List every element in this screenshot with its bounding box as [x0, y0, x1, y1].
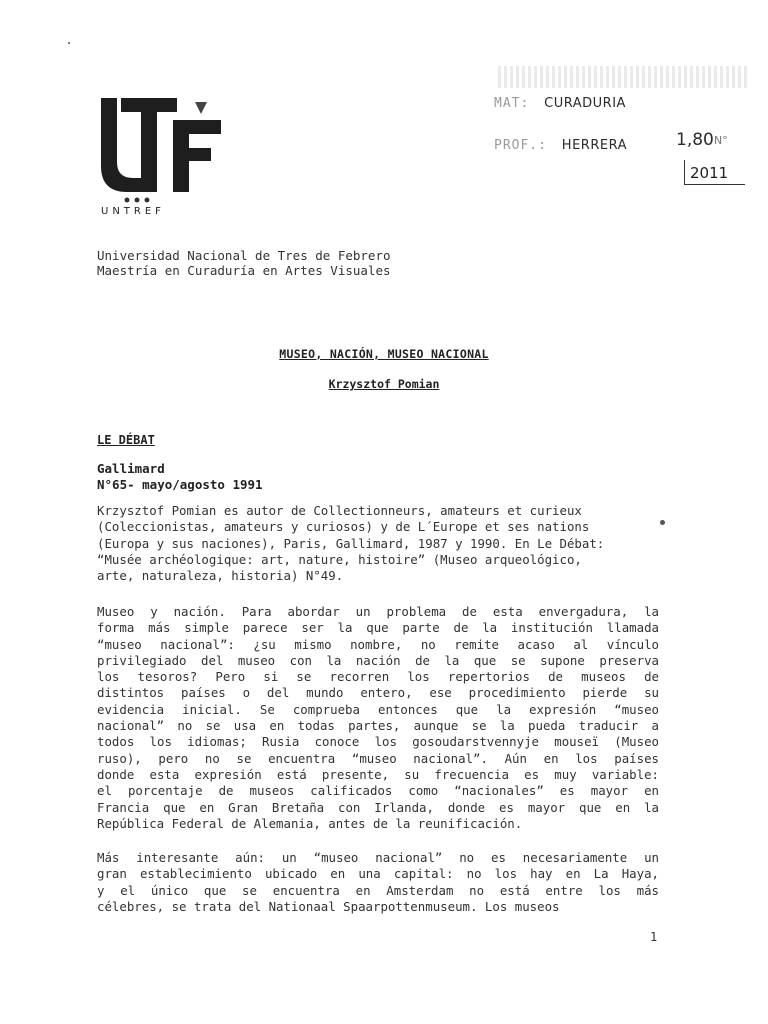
paragraph-line: y el único que se encuentra en Amsterdam no está entre los más [97, 882, 659, 898]
stamp-subject-row [494, 96, 626, 111]
publication-info [97, 461, 263, 493]
paragraph-line: evidencia inicial. Se comprueba entonces que la expresión “museo [97, 701, 659, 717]
bio-line: arte, naturaleza, historia) N°49. [97, 568, 344, 584]
body-paragraph-2 [97, 850, 659, 915]
paragraph-line: Más interesante aún: un “museo nacional” no es necesariamente un [97, 850, 659, 865]
paragraph-line: Museo y nación. Para abordar un problema de esta envergadura, la [97, 604, 659, 619]
paragraph-line: el porcentaje de museos calificados como “nacionales” es mayor en [97, 783, 659, 799]
scan-speck [68, 42, 70, 44]
paragraph-line: los tesoros? Pero si se recorren los repertorios de museos de [97, 669, 659, 685]
article-title-text: MUSEO, NACIÓN, MUSEO NACIONAL [279, 347, 489, 361]
scan-speck [660, 520, 665, 525]
untref-logo [95, 92, 235, 222]
bio-line: (Coleccionistas, amateurs y curiosos) y de L´Europe et ses nations [97, 519, 590, 535]
untref-logo-text: UNTREF [101, 206, 165, 217]
institution-block [97, 248, 391, 278]
body-paragraph-1 [97, 604, 659, 832]
paragraph-line: donde esta expresión está presente, su frecuencia es muy variable: [97, 766, 659, 782]
untref-logo-mark [95, 92, 235, 204]
stamp-subject-value: CURADURIA [544, 96, 626, 111]
stamp-faded-header [498, 66, 748, 88]
stamp-professor-label: PROF.: [494, 138, 547, 153]
stamp-professor-value: HERRERA [561, 138, 627, 153]
article-title [0, 347, 768, 361]
bio-line: (Europa y sus naciones), Paris, Gallimard, 1987 y 1990. En Le Débat: [97, 535, 605, 551]
curaduria-stamp [488, 60, 758, 190]
paragraph-line: Francia que en Gran Bretaña con Irlanda, donde es mayor que en la [97, 799, 659, 815]
paragraph-line: privilegiado del museo con la nación de la que se supone preserva [97, 652, 659, 668]
paragraph-line: nacional” no se usa en todas partes, aunque se la pueda traducir a [97, 718, 659, 734]
stamp-subject-label: MAT: [494, 96, 530, 111]
institution-name: Universidad Nacional de Tres de Febrero [97, 248, 391, 263]
page-number: 1 [650, 930, 658, 944]
stamp-professor-row [494, 138, 627, 153]
paragraph-line: forma más simple parece ser la que parte de la institución llamada [97, 620, 659, 636]
paragraph-line: “museo nacional”: ¿su mismo nombre, no remite acaso al vínculo [97, 636, 659, 652]
article-author-text: Krzysztof Pomian [328, 377, 440, 391]
paragraph-line: célebres, se trata del Nationaal Spaarpottenmuseum. Los museos [97, 898, 560, 914]
publisher-name: Gallimard [97, 461, 165, 476]
program-name: Maestría en Curaduría en Artes Visuales [97, 263, 391, 278]
journal-name: LE DÉBAT [97, 433, 155, 447]
stamp-number-suffix: N° [714, 134, 728, 147]
paragraph-line: ruso), pero no se encuentra “museo nacional”. Aún en los países [97, 750, 659, 766]
paragraph-line: gran establecimiento ubicado en una capital: no los hay en La Haya, [97, 866, 659, 882]
paragraph-line: distintos países o del mundo entero, ese procedimiento pierde su [97, 685, 659, 701]
stamp-number: 1,80 [676, 130, 714, 150]
bio-line: Krzysztof Pomian es autor de Collectionneurs, amateurs et curieux [97, 503, 582, 518]
stamp-year: 2011 [690, 164, 729, 182]
author-bio-paragraph [97, 503, 659, 584]
issue-info: N°65- mayo/agosto 1991 [97, 477, 263, 492]
paragraph-line: República Federal de Alemania, antes de la reunificación. [97, 815, 523, 831]
paragraph-line: todos los idiomas; Rusia conoce los gosoudarstvennyje mouseï (Museo [97, 734, 659, 750]
bio-line: “Musée archéologique: art, nature, histoire” (Museo arqueológico, [97, 551, 582, 567]
article-author [0, 377, 768, 391]
